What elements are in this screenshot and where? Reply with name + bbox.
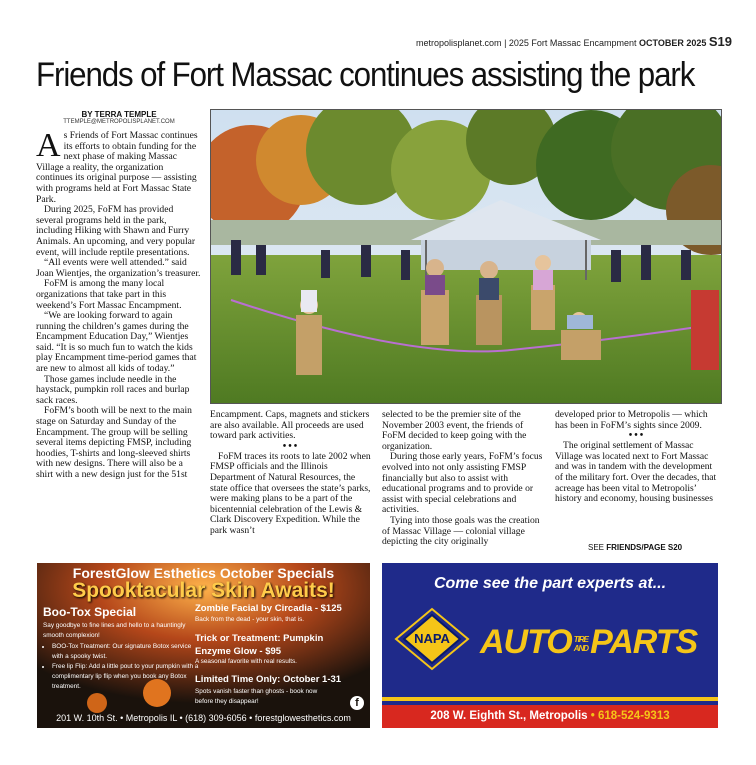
- paragraph: FoFM is among the many local organizations that take part in this weekend’s Fort Massac Encampment.: [36, 278, 182, 311]
- paragraph: FoFM traces its roots to late 2002 when FMSP officials and the Illinois Department of Natural Resources, the state office that oversees the state’s parks, were making plans to be a part of the bicentennial celebration of the Lewis & Clark Discovery Expedition. While the park wasn’t: [210, 450, 371, 536]
- paragraph: Those games include needle in the haystack, pumpkin roll races and burlap sack races.: [36, 373, 190, 406]
- offer-desc: Back from the dead - your skin, that is.: [195, 616, 305, 623]
- napa-logo: NAPA: [414, 631, 450, 646]
- article-photo: [210, 109, 722, 404]
- page-title: Friends of Fort Massac continues assisting the park: [36, 56, 695, 94]
- byline-email: TTEMPLE@METROPOLISPLANET.COM: [63, 119, 175, 125]
- boo-tox-intro: Say goodbye to fine lines and hello to a hauntingly smooth complexion!: [43, 622, 186, 639]
- article-column-1: [36, 127, 202, 481]
- address: 208 W. Eighth St., Metropolis: [430, 710, 588, 722]
- jump-keyword: FRIENDS: [606, 543, 642, 552]
- article-column-4: [555, 410, 719, 505]
- paragraph: During those early years, FoFM’s focus evolved into not only assisting FMSP financially but also to assist with educational programs and to provide or assist with special celebrations and activities.: [382, 451, 543, 516]
- site-url: metropolisplanet.com: [416, 38, 502, 48]
- brand-name: AUTO TIRE ANDPARTS: [480, 623, 698, 661]
- offer-title: Zombie Facial by Circadia - $125: [195, 603, 342, 614]
- paragraph: developed prior to Metropolis — which has been in FoFM’s sights since 2009.: [555, 409, 708, 431]
- paragraph: Encampment. Caps, magnets and stickers are also available. All proceeds are used toward park activities.: [210, 409, 370, 442]
- ad-tagline: Come see the part experts at...: [433, 575, 667, 592]
- drop-cap: A: [36, 127, 61, 164]
- page-number: S19: [708, 34, 732, 49]
- boo-tox-list: [37, 642, 202, 692]
- list-item: • BOO-Tox Treatment: Our signature Botox service with a spooky twist.: [52, 642, 202, 662]
- paragraph: “We are looking forward to again running the children’s games during the Encampment Education Day,” Wientjes said. “It is so much fun to watch the kids play Encampment time-period games that are new to almost all kids of today.”: [36, 310, 197, 375]
- forestglow-ad[interactable]: [37, 563, 370, 728]
- paragraph: s Friends of Fort Massac continues its efforts to obtain funding for the next phase of making Massac Village a reality, the organization continues its original purpose — assisting with programs held at Fort Massac State Park.: [36, 130, 198, 205]
- masthead: metropolisplanet.com | 2025 Fort Massac Encampment OCTOBER 2025 S19: [416, 34, 732, 49]
- ad-footer: 208 W. Eighth St., Metropolis • 618-524-9313: [382, 705, 718, 728]
- paragraph: selected to be the premier site of the November 2003 event, the friends of FoFM decided to keep going with the organization.: [382, 409, 527, 452]
- offer-desc: A seasonal favorite with real results.: [195, 658, 297, 665]
- jump-reference[interactable]: SEE FRIENDS/PAGE S20: [588, 543, 683, 552]
- paragraph: “All events were well attended.” said Joan Wientjes, the organization’s treasurer.: [36, 257, 201, 279]
- ad-headline: Spooktacular Skin Awaits!: [72, 579, 335, 602]
- offer-desc: Spots vanish faster than ghosts - book now before they disappear!: [195, 688, 318, 705]
- byline: [36, 110, 202, 125]
- phone-number[interactable]: 618-524-9313: [598, 710, 670, 722]
- section-break: •••: [282, 440, 300, 452]
- napa-ad[interactable]: [382, 563, 718, 728]
- paragraph: During 2025, FoFM has provided several programs held in the park, including Hiking with Shawn and Furry Animals. An upcoming, and very popular event, will include reptile presentations.: [36, 204, 196, 258]
- offer-title: Limited Time Only: October 1-31: [195, 674, 342, 685]
- article-column-3: [382, 410, 544, 548]
- boo-tox-heading: Boo-Tox Special: [43, 605, 137, 619]
- jump-page: /PAGE S20: [641, 543, 683, 552]
- section-name: 2025 Fort Massac Encampment: [508, 38, 637, 48]
- ad-footer: 201 W. 10th St. • Metropolis IL • (618) 309-6056 • forestglowesthetics.com: [56, 713, 351, 723]
- list-item: • Free lip Flip: Add a little pout to your pumpkin with a complimentary lip flip when you book any Botox treatment.: [52, 662, 202, 692]
- section-break: •••: [628, 430, 646, 442]
- paragraph: The original settlement of Massac Village was located next to Fort Massac and was in tandem with the development of the military fort. Over the decades, that acreage has been vital to Metropolis’ history and economy, housing businesses: [555, 440, 717, 505]
- paragraph: Tying into those goals was the creation of Massac Village — colonial village depicting the city originally: [382, 514, 540, 548]
- article-column-2: [210, 410, 372, 537]
- paragraph: FoFM’s booth will be next to the main stage on Saturday and Sunday of the Encampment. The group will be selling several items depicting FMSP, including hoodies, T-shirts and long-sleeved shirts with new designs. There will also be a shirt with a new design just for the 51st: [36, 405, 192, 480]
- photo-illustration: [211, 110, 721, 403]
- ad-title: ForestGlow Esthetics October Specials: [72, 565, 335, 581]
- offer-title: Trick or Treatment: Pumpkin Enzyme Glow - $95: [195, 633, 324, 657]
- facebook-icon[interactable]: f: [350, 696, 364, 710]
- issue-month: OCTOBER 2025: [638, 38, 707, 48]
- byline-author: BY TERRA TEMPLE: [81, 110, 157, 119]
